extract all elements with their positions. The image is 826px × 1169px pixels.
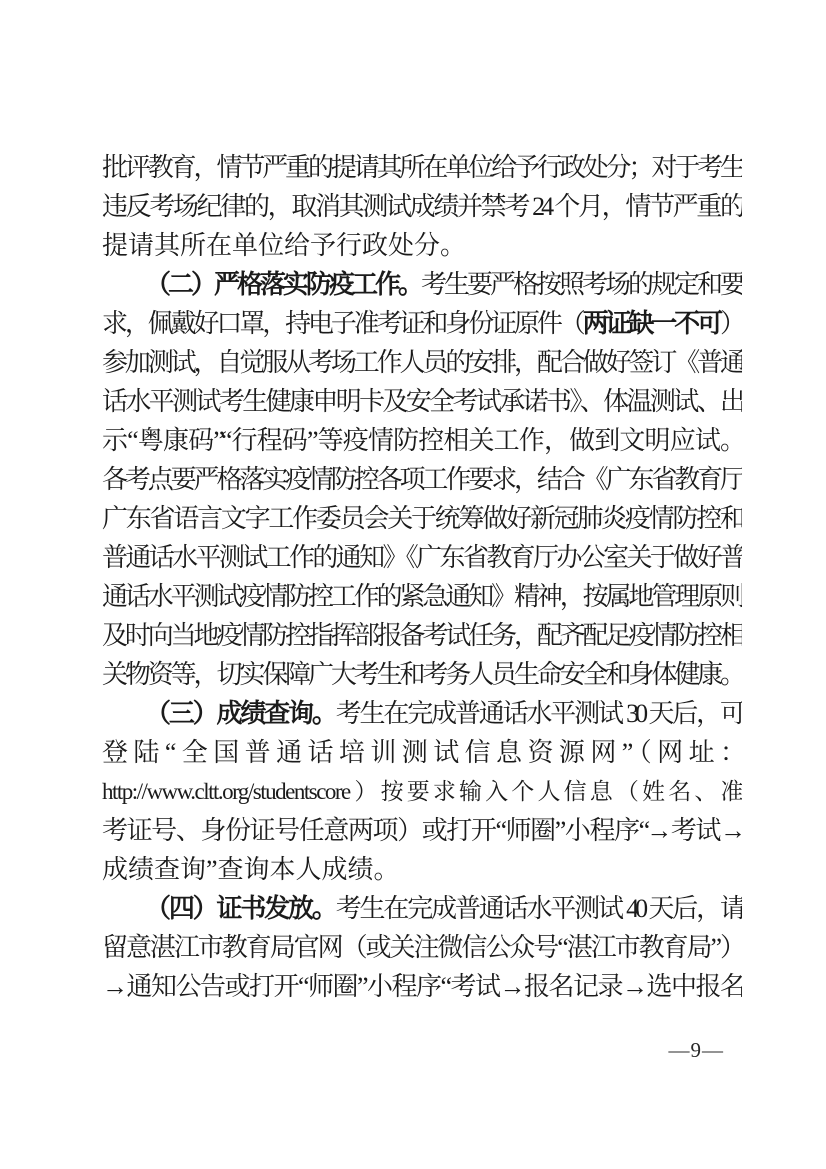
body-text: 成绩查询”查询本人成绩。 [102,855,400,884]
body-text: 考证号、身份证号任意两项）或打开“师圈”小程序“→考试→ [102,816,742,845]
body-text: 登陆“全国普通话培训测试信息资源网”（网址： [102,738,742,767]
body-text: 关物资等，切实保障广大考生和考务人员生命安全和身体健康。 [102,660,742,689]
text-line [102,499,742,538]
body-text: →通知公告或打开“师圈”小程序“考试→报名记录→选中报名 [102,972,742,1001]
text-line [102,967,742,1006]
text-line [102,733,742,772]
text-line [102,382,742,421]
body-text: 及时向当地疫情防控指挥部报备考试任务，配齐配足疫情防控相 [102,621,742,650]
text-line [102,577,742,616]
bold-text: （三）成绩查询。 [145,699,336,728]
body-text: 广东省语言文字工作委员会关于统筹做好新冠肺炎疫情防控和 [102,504,742,533]
text-line [102,421,742,460]
text-line [102,928,742,967]
text-line [102,694,742,733]
text-line [102,304,742,343]
text-line [102,850,742,889]
body-text: 考生要严格按照考场的规定和要 [421,270,742,299]
text-line [102,226,742,265]
body-text: 普通话水平测试工作的通知》《广东省教育厅办公室关于做好普 [102,543,742,572]
body-text: 批评教育，情节严重的提请其所在单位给予行政处分；对于考生 [102,153,742,182]
text-line [102,187,742,226]
bold-text: 两证缺一不可 [582,309,720,338]
text-line [102,655,742,694]
body-text: 留意湛江市教育局官网（或关注微信公众号“湛江市教育局”） [102,933,742,962]
text-line [102,538,742,577]
text-line [102,616,742,655]
text-line [102,265,742,304]
text-line [102,772,742,811]
body-text: 求，佩戴好口罩，持电子准考证和身份证原件（ [102,309,583,338]
body-text: 话水平测试考生健康申明卡及安全考试承诺书》、体温测试、出 [102,387,742,416]
body-text: 考生在完成普通话水平测试 30 天后，可 [335,699,742,728]
text-line [102,148,742,187]
body-text: 各考点要严格落实疫情防控各项工作要求，结合《广东省教育厅 [102,465,742,494]
body-text: 参加测试，自觉服从考场工作人员的安排，配合做好签订《普通 [102,348,742,377]
text-line [102,889,742,928]
body-text: 提请其所在单位给予行政处分。 [102,231,467,260]
text-line [102,811,742,850]
body-text: ） [719,309,742,338]
bold-text: （四）证书发放。 [145,894,336,923]
body-text: 考生在完成普通话水平测试 40 天后，请 [335,894,742,923]
body-text: http://www.cltt.org/studentscore）按要求输入个人信息（姓名、准 [102,779,742,804]
text-line [102,460,742,499]
body-text: 通话水平测试疫情防控工作的紧急通知》精神，按属地管理原则 [102,582,742,611]
bold-text: （二）严格落实防疫工作。 [145,270,421,299]
page-number: —9— [668,1038,724,1062]
body-text: 示“粤康码”“行程码”等疫情防控相关工作，做到文明应试。 [102,426,742,455]
text-line [102,343,742,382]
body-text: 违反考场纪律的，取消其测试成绩并禁考 24 个月，情节严重的 [102,192,742,221]
document-body [102,148,742,1006]
